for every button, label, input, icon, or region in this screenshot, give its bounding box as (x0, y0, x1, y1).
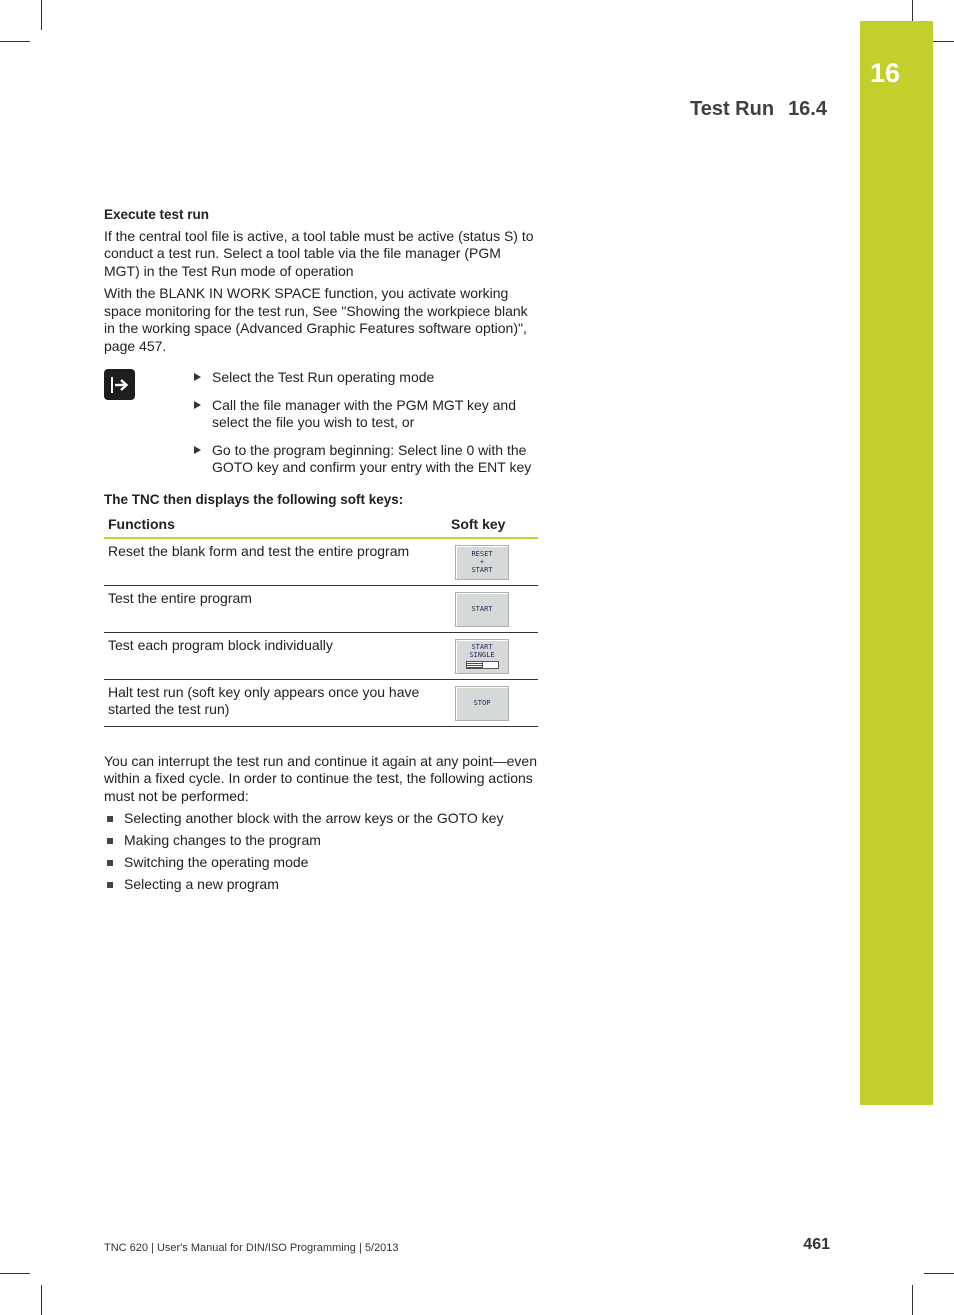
execute-para-1: If the central tool file is active, a tool table must be active (status S) to conduct a test run. Select a tool table via the file manager (PGM MGT) in the Test Run mode of operation (104, 227, 534, 279)
table-row (104, 679, 538, 726)
footer-text: TNC 620 | User's Manual for DIN/ISO Programming | 5/2013 (104, 1242, 399, 1254)
table-row (104, 632, 538, 679)
function-cell: Reset the blank form and test the entire program (104, 538, 447, 586)
page-number: 461 (803, 1236, 830, 1253)
crop-mark (912, 1285, 913, 1315)
section-number: 16.4 (788, 98, 827, 120)
execute-heading: Execute test run (104, 207, 210, 222)
square-bullet-icon (107, 816, 113, 822)
crop-mark (0, 1273, 30, 1274)
interrupt-bullet-list (104, 810, 540, 894)
start-softkey: START (455, 592, 509, 627)
interrupt-para: You can interrupt the test run and continue it again at any point—even within a fixed cycle. In order to continue the test, the following actions must not be performed: (104, 752, 538, 804)
triangle-bullet-icon (194, 373, 201, 381)
crop-mark (924, 1273, 954, 1274)
crop-mark (0, 41, 30, 42)
execute-para-2: With the BLANK IN WORK SPACE function, you activate working space monitoring for the test run, See "Showing the workpiece blank in the working space (Advanced Graphic Features software option)", page 457. (104, 285, 528, 354)
list-item: Selecting a new program (104, 876, 540, 894)
step-list (192, 369, 540, 477)
softkey-table (104, 516, 538, 727)
chapter-number: 16 (870, 58, 901, 88)
square-bullet-icon (107, 838, 113, 844)
section-title: Test Run (689, 98, 775, 120)
arrow-right-icon (104, 369, 135, 400)
single-block-icon (466, 661, 499, 669)
function-cell: Test each program block individually (104, 632, 447, 679)
function-cell: Halt test run (soft key only appears once you have started the test run) (104, 679, 447, 726)
list-item: Call the file manager with the PGM MGT key and select the file you wish to test, or (192, 397, 540, 432)
triangle-bullet-icon (194, 446, 201, 454)
col-functions: Functions (104, 516, 447, 538)
list-item: Switching the operating mode (104, 854, 540, 872)
col-softkey: Soft key (447, 516, 538, 538)
crop-mark (41, 0, 42, 30)
square-bullet-icon (107, 882, 113, 888)
arrow-right-icon-graphic (109, 374, 131, 396)
crop-mark (41, 1285, 42, 1315)
triangle-bullet-icon (194, 401, 201, 409)
list-item: Select the Test Run operating mode (192, 369, 540, 387)
chapter-tab (860, 21, 933, 1105)
table-row (104, 585, 538, 632)
table-row (104, 538, 538, 586)
start-single-softkey: START SINGLE (455, 639, 509, 674)
list-item: Making changes to the program (104, 832, 540, 850)
stop-softkey: STOP (455, 686, 509, 721)
function-cell: Test the entire program (104, 585, 447, 632)
softkey-table-title: The TNC then displays the following soft keys: (104, 491, 404, 507)
steps-block (104, 369, 540, 477)
reset-start-softkey: RESET + START (455, 545, 509, 580)
section-header (690, 98, 827, 121)
main-content (104, 206, 540, 898)
square-bullet-icon (107, 860, 113, 866)
list-item: Go to the program beginning: Select line 0 with the GOTO key and confirm your entry with the ENT key (192, 442, 540, 477)
list-item: Selecting another block with the arrow keys or the GOTO key (104, 810, 540, 828)
